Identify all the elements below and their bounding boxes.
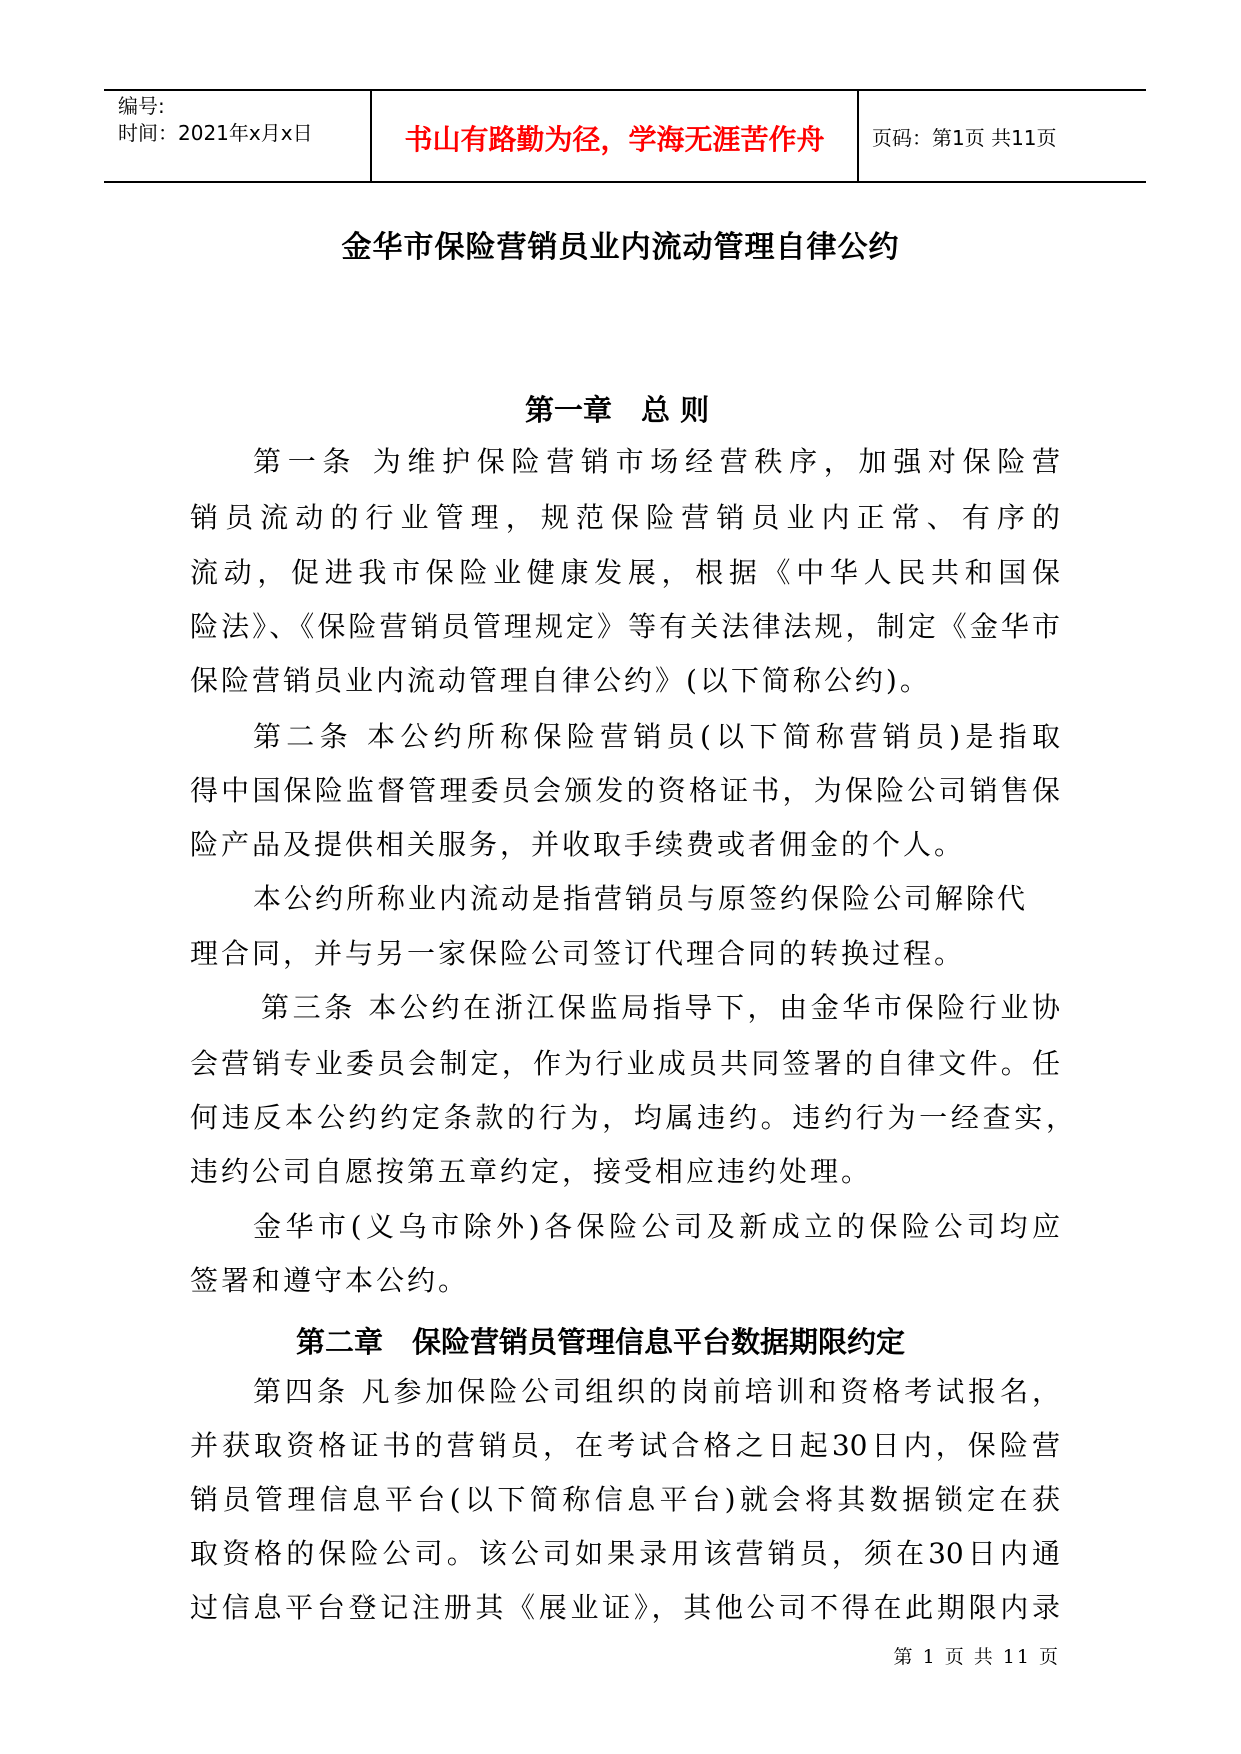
- header-bottom-rule: [104, 181, 1146, 183]
- body-line: 第四条 凡参加保险公司组织的岗前培训和资格考试报名，: [253, 1375, 1060, 1408]
- body-line: 险产品及提供相关服务，并收取手续费或者佣金的个人。: [190, 828, 966, 861]
- header-divider: [857, 89, 859, 183]
- body-line: 第二条 本公约所称保险营销员(以下简称营销员)是指取: [253, 720, 1060, 753]
- motto: 书山有路勤为径，学海无涯苦作舟: [404, 123, 825, 156]
- chapter-heading: 第二章 保险营销员管理信息平台数据期限约定: [296, 1325, 906, 1359]
- body-line: 何违反本公约约定条款的行为，均属违约。违约行为一经查实，: [190, 1101, 1074, 1134]
- body-line: 第三条 本公约在浙江保监局指导下，由金华市保险行业协: [261, 991, 1060, 1024]
- body-line: 取资格的保险公司。该公司如果录用该营销员，须在30日内通: [190, 1537, 1060, 1570]
- body-line: 过信息平台登记注册其《展业证》，其他公司不得在此期限内录: [190, 1591, 1060, 1624]
- body-line: 销员管理信息平台(以下简称信息平台)就会将其数据锁定在获: [190, 1483, 1060, 1516]
- body-line: 得中国保险监督管理委员会颁发的资格证书，为保险公司销售保: [190, 774, 1060, 807]
- body-line: 理合同，并与另一家保险公司签订代理合同的转换过程。: [190, 937, 966, 970]
- document-time-label: 时间：2021年x月x日: [118, 121, 313, 145]
- body-line: 会营销专业委员会制定，作为行业成员共同签署的自律文件。任: [190, 1047, 1060, 1080]
- body-line: 流动，促进我市保险业健康发展，根据《中华人民共和国保: [190, 556, 1060, 589]
- body-line: 保险营销员业内流动管理自律公约》(以下简称公约)。: [190, 664, 931, 697]
- body-line: 本公约所称业内流动是指营销员与原签约保险公司解除代: [253, 882, 1029, 915]
- body-line: 签署和遵守本公约。: [190, 1264, 470, 1297]
- body-line: 并获取资格证书的营销员，在考试合格之日起30日内，保险营: [190, 1429, 1060, 1462]
- document-title: 金华市保险营销员业内流动管理自律公约: [341, 230, 900, 265]
- body-line: 金华市(义乌市除外)各保险公司及新成立的保险公司均应: [253, 1210, 1060, 1243]
- body-line: 第一条 为维护保险营销市场经营秩序，加强对保险营: [253, 445, 1060, 478]
- body-line: 险法》、《保险营销员管理规定》等有关法律法规，制定《金华市: [190, 610, 1060, 643]
- page-code-label: 页码：第1页 共11页: [872, 126, 1057, 150]
- body-line: 违约公司自愿按第五章约定，接受相应违约处理。: [190, 1155, 873, 1188]
- header-top-rule: [104, 89, 1146, 91]
- document-number-label: 编号:: [118, 94, 165, 118]
- body-line: 销员流动的行业管理，规范保险营销员业内正常、有序的: [190, 501, 1060, 534]
- page-footer: 第 1 页 共 11 页: [893, 1646, 1060, 1668]
- chapter-heading: 第一章 总 则: [525, 393, 710, 427]
